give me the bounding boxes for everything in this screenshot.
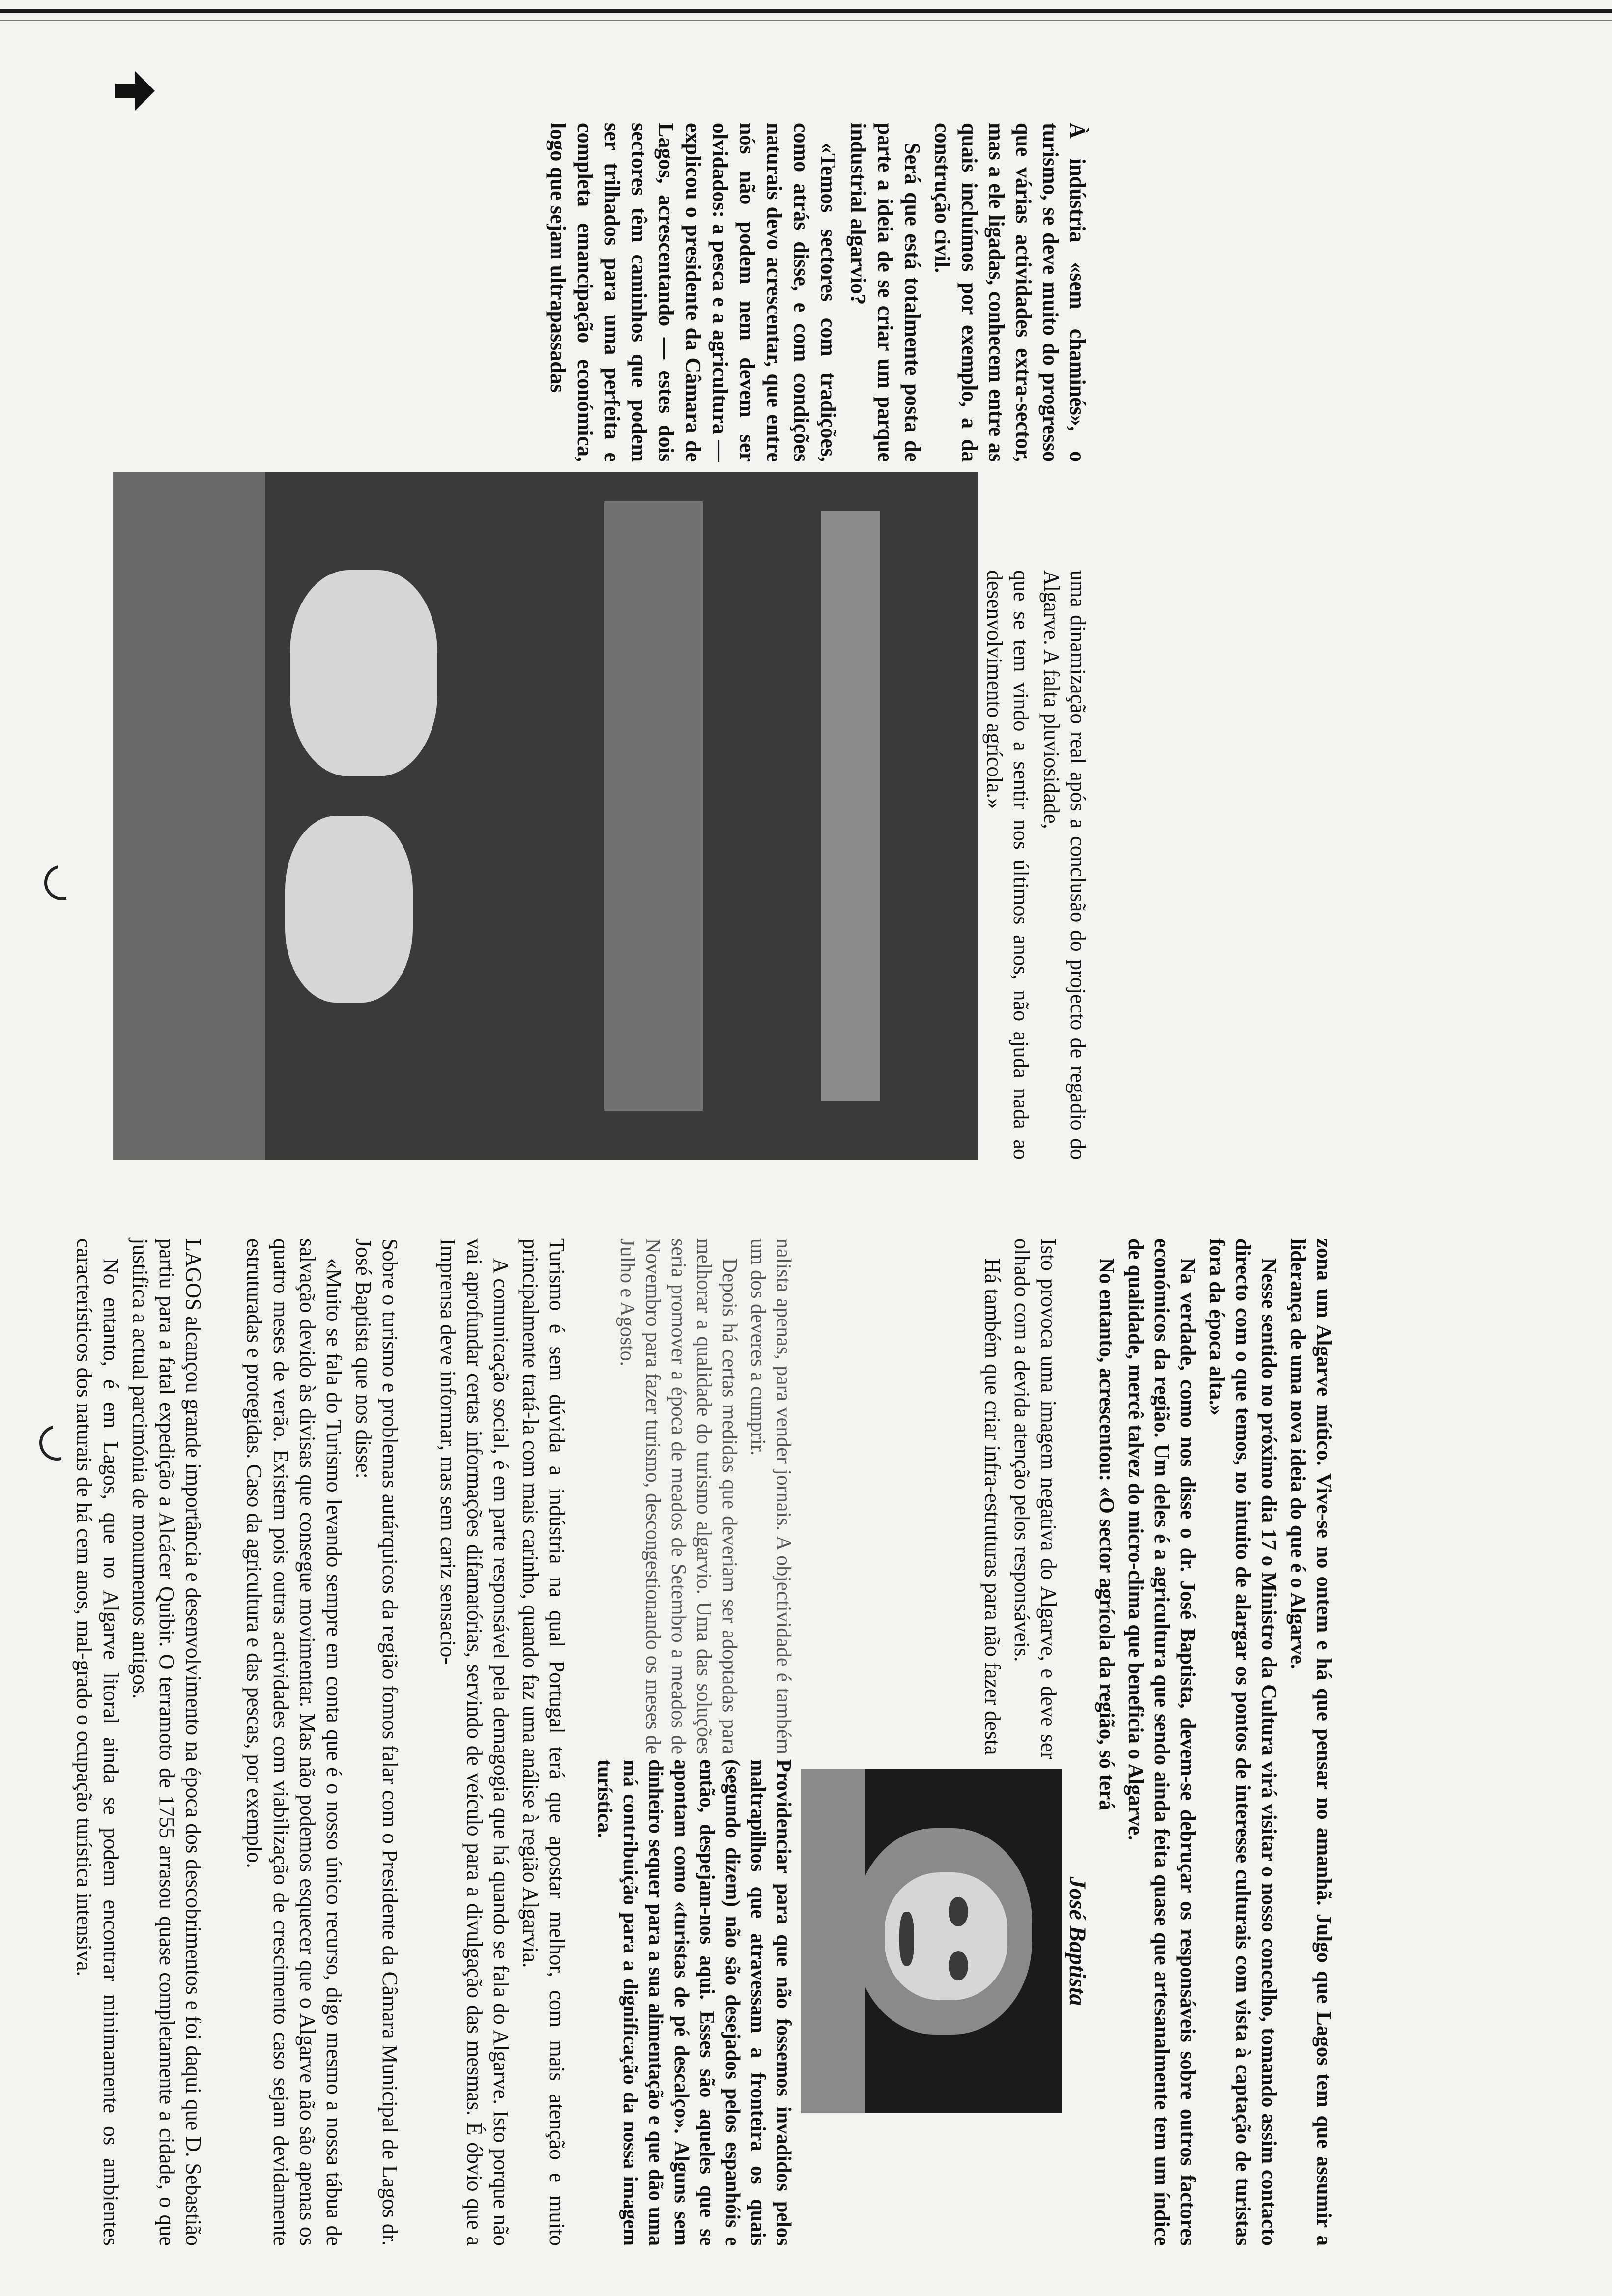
paragraph: Depois há certas medidas que deveriam ser adoptadas para melhorar a qualidade do turismo algarvio. Uma das soluções seria promover a época de meados de Setembro a meados de Novembro para fazer turismo, descongestionando os meses de Julho e Agosto. <box>616 1238 741 1754</box>
paragraph: No entanto, acrescentou: «O sector agrícola da região, só terá <box>1095 1258 1118 1810</box>
paragraph: LAGOS alcançou grande importância e desenvolvimento na época dos descobrimentos e foi daqui que D. Sebastião partiu para a fatal expedição a Alcácer Quibir. O terramoto de 1755 arrasou quase completamente a cidade, o que justifica a actual parcimónia de monumentos antigos. <box>128 1238 205 2246</box>
article-column-4 <box>982 570 1091 1160</box>
photo-caption: José Baptista <box>1065 1876 1091 2006</box>
paragraph: «Muito se fala do Turismo levando sempre em conta que é o nosso único recurso, digo mesmo a nossa tábua de salvação devido às divisas que consegue movimentar. Mas não podemos esquecer que o Algarve não são apenas os quatro meses de verão. Existem pois outras actividades com viabilização de crescimento caso sejam devidamente estruturadas e protegidas. Caso da agricultura e das pescas, por exemplo. <box>242 1238 346 2246</box>
article-column-1 <box>20 1238 206 2246</box>
paragraph: A comunicação social, é em parte responsável pela demagogia que há quando se fala do Algarve. Isto porque não vai aprofundar certas informações difamatórias, servindo de veículo para a divulgação das mesmas. É óbvio que a Imprensa deve informar, mas sem cariz sensacio- <box>436 1238 513 2246</box>
article-column-1-end <box>408 1238 570 2246</box>
paragraph: Providenciar para que não fossemos invadidos pelos maltrapilhos que atravessam a fronteira os quais (segundo dizem) não são desejados pelos espanhóis e então, despejam-nos aqui. Esses são aqueles que se apontam como «turistas de pé descalço». Alguns sem dinheiro sequer para a sua alimentação e que dão uma má contribuição para a dignificação da nossa imagem turística. <box>593 1759 795 2246</box>
paragraph: À indústria «sem chaminés», o turismo, se deve muito do progresso que várias actividades extra-sector, mas a ele ligadas, conhecem entre as quais incluímos por exemplo, a da construção civil. <box>930 123 1090 462</box>
paragraph: Isto provoca uma imagem negativa do Algarve, e deve ser olhado com a devida atenção pelos responsáveis. <box>1010 1238 1061 1759</box>
landscape-photo <box>113 472 978 1160</box>
article-column-2 <box>580 1238 796 1754</box>
paragraph: Turismo é sem dúvida a indústria na qual Portugal terá que apostar melhor, com mais atenção e muito principalmente tratá-la com mais carinho, quando faz uma análise à região Algarvia. <box>518 1238 569 2246</box>
paragraph: zona um Algarve mítico. Vive-se no ontem e há que pensar no amanhã. Julgo que Lagos tem que assumir a liderança de uma nova ideia do que é o Algarve. <box>1286 1238 1335 2246</box>
portrait-photo <box>801 1769 1062 2113</box>
paragraph: Sobre o turismo e problemas autárquicos da região fomos falar com o Presidente da Câmara Municipal de Lagos dr. José Baptista que nos disse: <box>351 1238 402 2246</box>
paragraph: Na verdade, como nos disse o dr. José Baptista, devem-se debruçar os responsáveis sobre outros factores económicos da região. Um deles é a agricultura que sendo ainda feita quase que artesanalmente tem um índice de qualidade, mercê talvez do micro-clima que beneficia o Algarve. <box>1124 1238 1199 2246</box>
paragraph: uma dinamização real após a conclusão do projecto de regadio do Algarve. A falta pluviosidade, <box>1039 570 1090 1160</box>
paragraph: Há também que criar infra-estruturas para não fazer desta <box>980 1258 1005 1755</box>
paragraph: Nesse sentido no próximo dia 17 o Ministro da Cultura virá visitar o nosso concelho, tomando assim contacto directo com o que temos, no intuito de alargar os pontos de interesse culturais com vista à captação de turistas fora da época alta.» <box>1205 1238 1280 2246</box>
article-column-2-bottom <box>806 1238 1062 1759</box>
article-column-6 <box>108 123 1091 462</box>
paragraph: que se tem vindo a sentir nos últimos anos, não ajuda nada ao desenvolvimento agrícola.» <box>982 570 1033 1160</box>
paragraph: Será que está totalmente posta de parte a ideia de se criar um parque industrial algarvio? <box>846 123 924 462</box>
paragraph: No entanto, é em Lagos, que no Algarve litoral ainda se podem encontrar minimamente os ambientes característicos dos naturais de há cem anos, mal-grado o ocupação turística intensiva. <box>72 1238 123 2246</box>
article-column-3 <box>1071 1238 1337 2246</box>
article-column-2-cont <box>580 1759 796 2246</box>
paragraph: «Temos sectores com tradições, como atrás disse, e com condições naturais devo acrescentar, que entre nós não podem nem devem ser olvidados: a pesca e a agricultura — explicou o presidente da Câmara de Lagos, acrescentando — estes dois sectores têm caminhos que podem ser trilhados para uma perfeita e completa emancipação económica, logo que sejam ultrapassadas <box>546 123 840 462</box>
paragraph: nalista apenas, para vender jornais. A objectividade é também um dos deveres a cumprir. <box>747 1238 795 1754</box>
article-column-1-body <box>216 1238 403 2246</box>
arrow-left-icon <box>113 69 157 113</box>
